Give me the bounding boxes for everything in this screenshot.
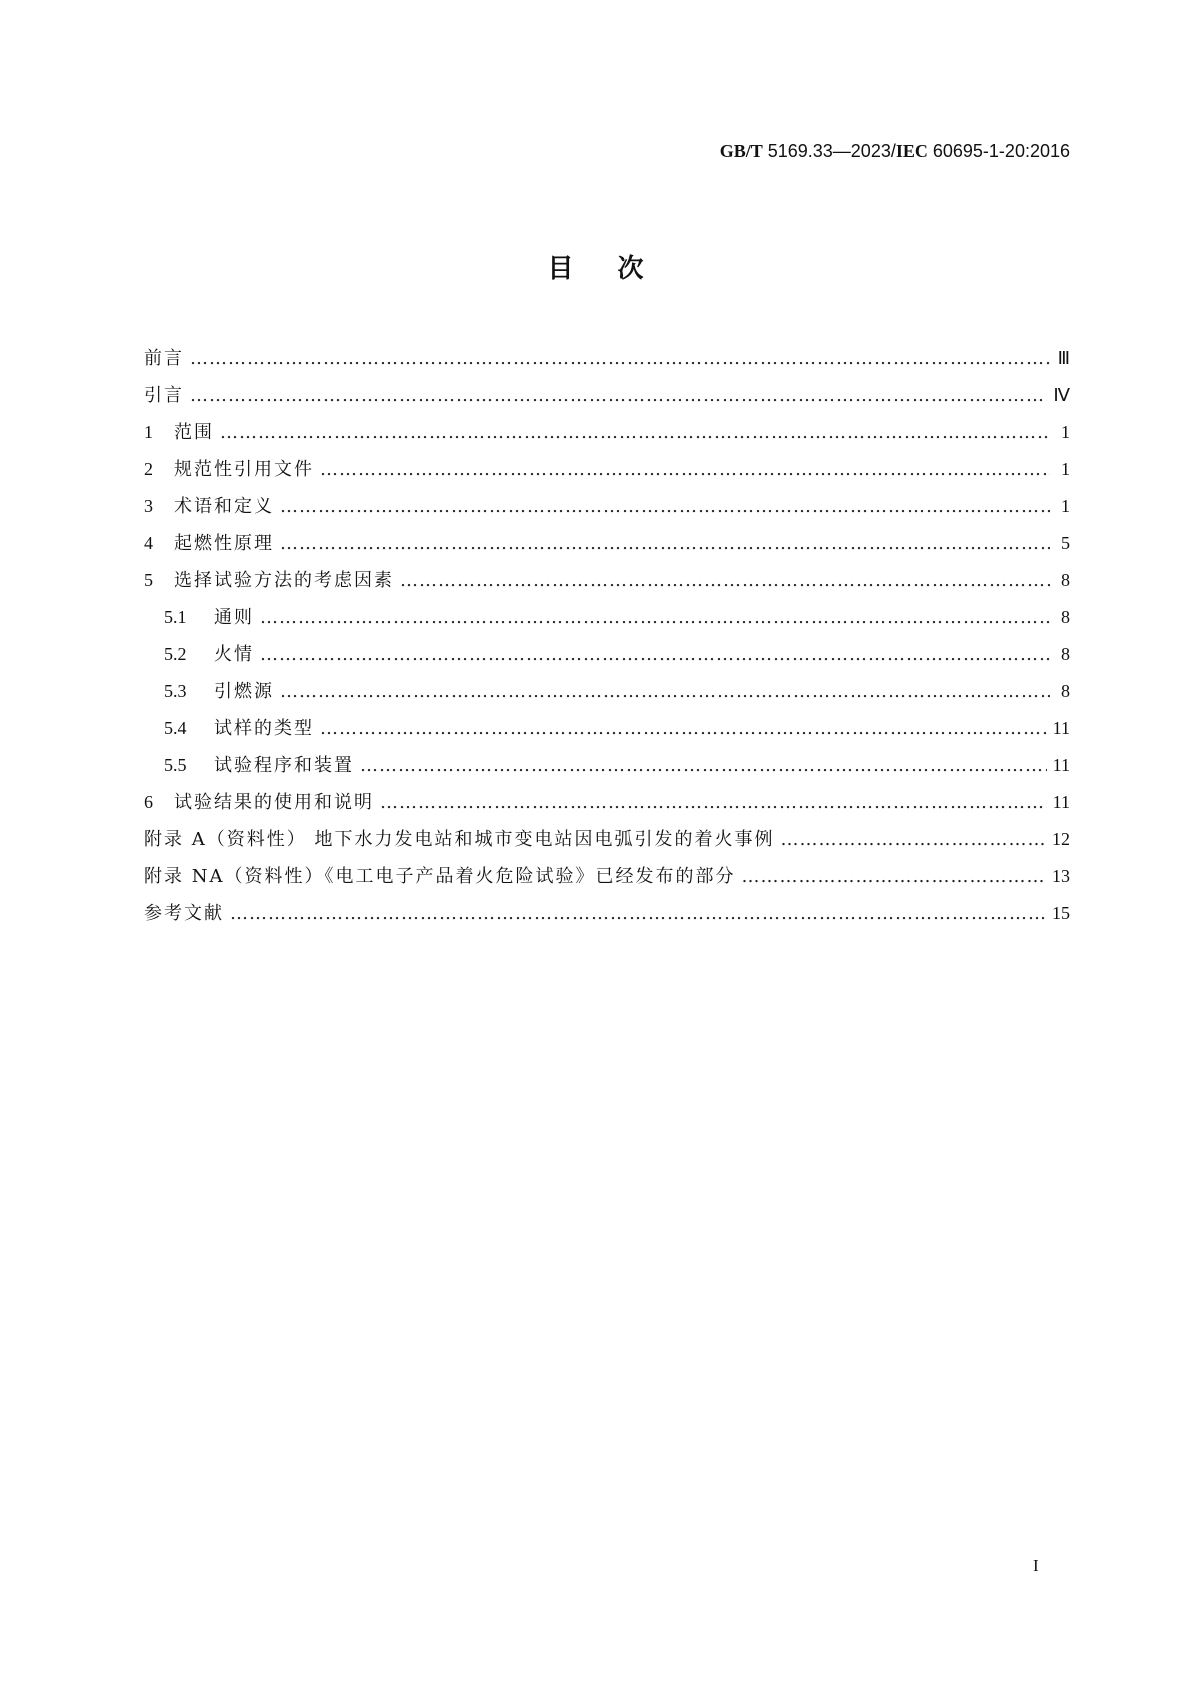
toc-entry[interactable]: [144, 677, 1070, 714]
toc-entry-label: 通则: [214, 607, 254, 628]
toc-entry-page: 5: [1061, 533, 1070, 553]
toc-entry[interactable]: [144, 862, 1070, 899]
toc-entry-number: 5.4: [164, 718, 187, 738]
page-title: 目次: [547, 254, 688, 284]
toc-entry-page: 1: [1061, 496, 1070, 516]
leader-dots: [190, 348, 1050, 369]
toc-entry-number: 5.5: [164, 755, 187, 775]
toc-entry-page: 8: [1061, 607, 1070, 627]
gbt-label: GB/T: [719, 141, 763, 161]
toc-entry-page: 13: [1052, 866, 1070, 886]
toc-entry[interactable]: [144, 825, 1070, 862]
iec-label: IEC: [895, 141, 928, 161]
toc-entry-number: 1: [144, 422, 153, 442]
toc-entry-label: 参考文献: [144, 903, 224, 924]
toc-entry[interactable]: [144, 788, 1070, 825]
leader-dots: [400, 570, 1050, 591]
standard-number-header: [720, 141, 1070, 162]
toc-entry-label: 前言: [144, 348, 184, 369]
toc-entry-number: 4: [144, 533, 153, 553]
leader-dots: [320, 459, 1050, 480]
toc-entry-page: 1: [1061, 422, 1070, 442]
toc-entry[interactable]: [144, 640, 1070, 677]
toc-entry-label: 火情: [214, 644, 254, 665]
toc-entry-label: 范围: [174, 422, 214, 443]
toc-entry-label: 规范性引用文件: [174, 459, 314, 480]
toc-entry-number: 3: [144, 496, 153, 516]
toc-entry-page: Ⅳ: [1053, 385, 1070, 405]
leader-dots: [230, 903, 1046, 924]
leader-dots: [280, 496, 1050, 517]
toc-entry-label: 引燃源: [214, 681, 274, 702]
toc-entry-label: 附录 NA（资料性）《电工电子产品着火危险试验》已经发布的部分: [144, 866, 736, 887]
toc-entry-label: 起燃性原理: [174, 533, 274, 554]
leader-dots: [190, 385, 1047, 406]
toc-entry[interactable]: [144, 714, 1070, 751]
toc-entry-page: 15: [1052, 903, 1070, 923]
toc-entry-number: 5.2: [164, 644, 187, 664]
toc-entry-label: 选择试验方法的考虑因素: [174, 570, 394, 591]
toc-entry-page: 11: [1052, 718, 1070, 738]
toc-entry-label: 附录 A（资料性） 地下水力发电站和城市变电站因电弧引发的着火事例: [144, 829, 775, 850]
leader-dots: [780, 829, 1046, 850]
toc-entry[interactable]: [144, 566, 1070, 603]
toc-entry-number: 5: [144, 570, 153, 590]
toc-entry[interactable]: [144, 381, 1070, 418]
page-number: I: [1033, 1556, 1039, 1575]
leader-dots: [741, 866, 1046, 887]
leader-dots: [220, 422, 1050, 443]
leader-dots: [280, 533, 1050, 554]
leader-dots: [380, 792, 1047, 813]
table-of-contents: [144, 344, 1070, 936]
toc-entry-page: 8: [1061, 644, 1070, 664]
toc-entry[interactable]: [144, 344, 1070, 381]
toc-entry-page: 11: [1052, 755, 1070, 775]
toc-entry-label: 试样的类型: [214, 718, 314, 739]
toc-entry[interactable]: [144, 603, 1070, 640]
toc-entry[interactable]: [144, 529, 1070, 566]
iec-number: 60695-1-20:2016: [927, 141, 1070, 161]
toc-entry-page: 1: [1061, 459, 1070, 479]
toc-entry-page: 8: [1061, 570, 1070, 590]
gbt-number: 5169.33—2023/: [762, 141, 896, 161]
toc-entry-page: Ⅲ: [1057, 348, 1070, 368]
toc-entry[interactable]: [144, 418, 1070, 455]
toc-entry[interactable]: [144, 455, 1070, 492]
toc-entry-number: 5.3: [164, 681, 187, 701]
toc-entry[interactable]: [144, 751, 1070, 788]
toc-entry-page: 8: [1061, 681, 1070, 701]
toc-entry-number: 6: [144, 792, 153, 812]
leader-dots: [280, 681, 1050, 702]
toc-entry[interactable]: [144, 492, 1070, 529]
toc-entry-page: 12: [1052, 829, 1070, 849]
leader-dots: [260, 607, 1050, 628]
leader-dots: [260, 644, 1050, 665]
leader-dots: [320, 718, 1047, 739]
toc-entry[interactable]: [144, 899, 1070, 936]
toc-entry-number: 2: [144, 459, 153, 479]
toc-entry-number: 5.1: [164, 607, 187, 627]
toc-entry-label: 试验结果的使用和说明: [174, 792, 374, 813]
toc-entry-label: 试验程序和装置: [214, 755, 354, 776]
toc-entry-label: 引言: [144, 385, 184, 406]
toc-entry-page: 11: [1052, 792, 1070, 812]
toc-entry-label: 术语和定义: [174, 496, 274, 517]
leader-dots: [360, 755, 1047, 776]
